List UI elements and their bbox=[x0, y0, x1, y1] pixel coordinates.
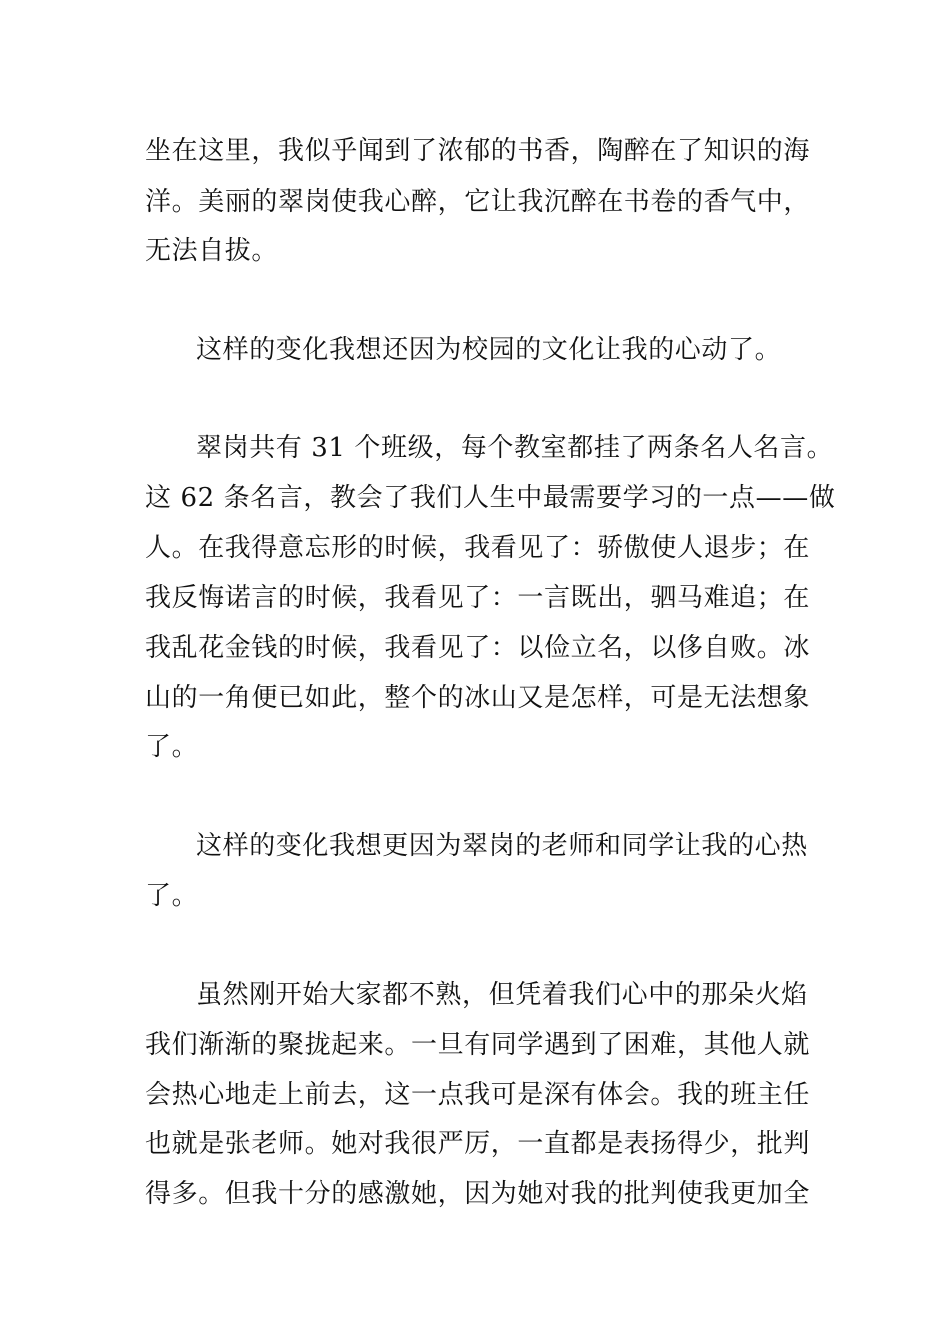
paragraph-5-line-2: 我们渐渐的聚拢起来。一旦有同学遇到了困难，其他人就 bbox=[145, 1030, 811, 1060]
paragraph-3-line-5: 我乱花金钱的时候，我看见了：以俭立名，以侈自败。冰 bbox=[145, 633, 811, 663]
paragraph-1-line-2: 洋。美丽的翠岗使我心醉，它让我沉醉在书卷的香气中， bbox=[145, 187, 811, 217]
paragraph-4-line-1: 这样的变化我想更因为翠岗的老师和同学让我的心热 bbox=[196, 831, 808, 861]
paragraph-5-line-3: 会热心地走上前去，这一点我可是深有体会。我的班主任 bbox=[145, 1080, 811, 1110]
paragraph-5-line-4: 也就是张老师。她对我很严厉，一直都是表扬得少，批判 bbox=[145, 1129, 811, 1159]
paragraph-5-line-5: 得多。但我十分的感激她，因为她对我的批判使我更加全 bbox=[145, 1179, 811, 1209]
paragraph-3-line-1: 翠岗共有 31 个班级，每个教室都挂了两条名人名言。 bbox=[196, 433, 834, 463]
paragraph-1-line-3: 无法自拔。 bbox=[145, 236, 279, 266]
paragraph-3-line-4: 我反悔诺言的时候，我看见了：一言既出，驷马难追；在 bbox=[145, 583, 811, 613]
paragraph-3-line-6: 山的一角便已如此，整个的冰山又是怎样，可是无法想象 bbox=[145, 683, 811, 713]
paragraph-3-line-7: 了。 bbox=[145, 732, 199, 762]
paragraph-3-line-2: 这 62 条名言，教会了我们人生中最需要学习的一点——做 bbox=[145, 483, 836, 513]
paragraph-1-line-1: 坐在这里，我似乎闻到了浓郁的书香，陶醉在了知识的海 bbox=[145, 136, 811, 166]
paragraph-5-line-1: 虽然刚开始大家都不熟，但凭着我们心中的那朵火焰 bbox=[196, 980, 808, 1010]
paragraph-4-line-2: 了。 bbox=[145, 881, 199, 911]
paragraph-3-line-3: 人。在我得意忘形的时候，我看见了：骄傲使人退步；在 bbox=[145, 533, 811, 563]
paragraph-2-line-1: 这样的变化我想还因为校园的文化让我的心动了。 bbox=[196, 335, 782, 365]
